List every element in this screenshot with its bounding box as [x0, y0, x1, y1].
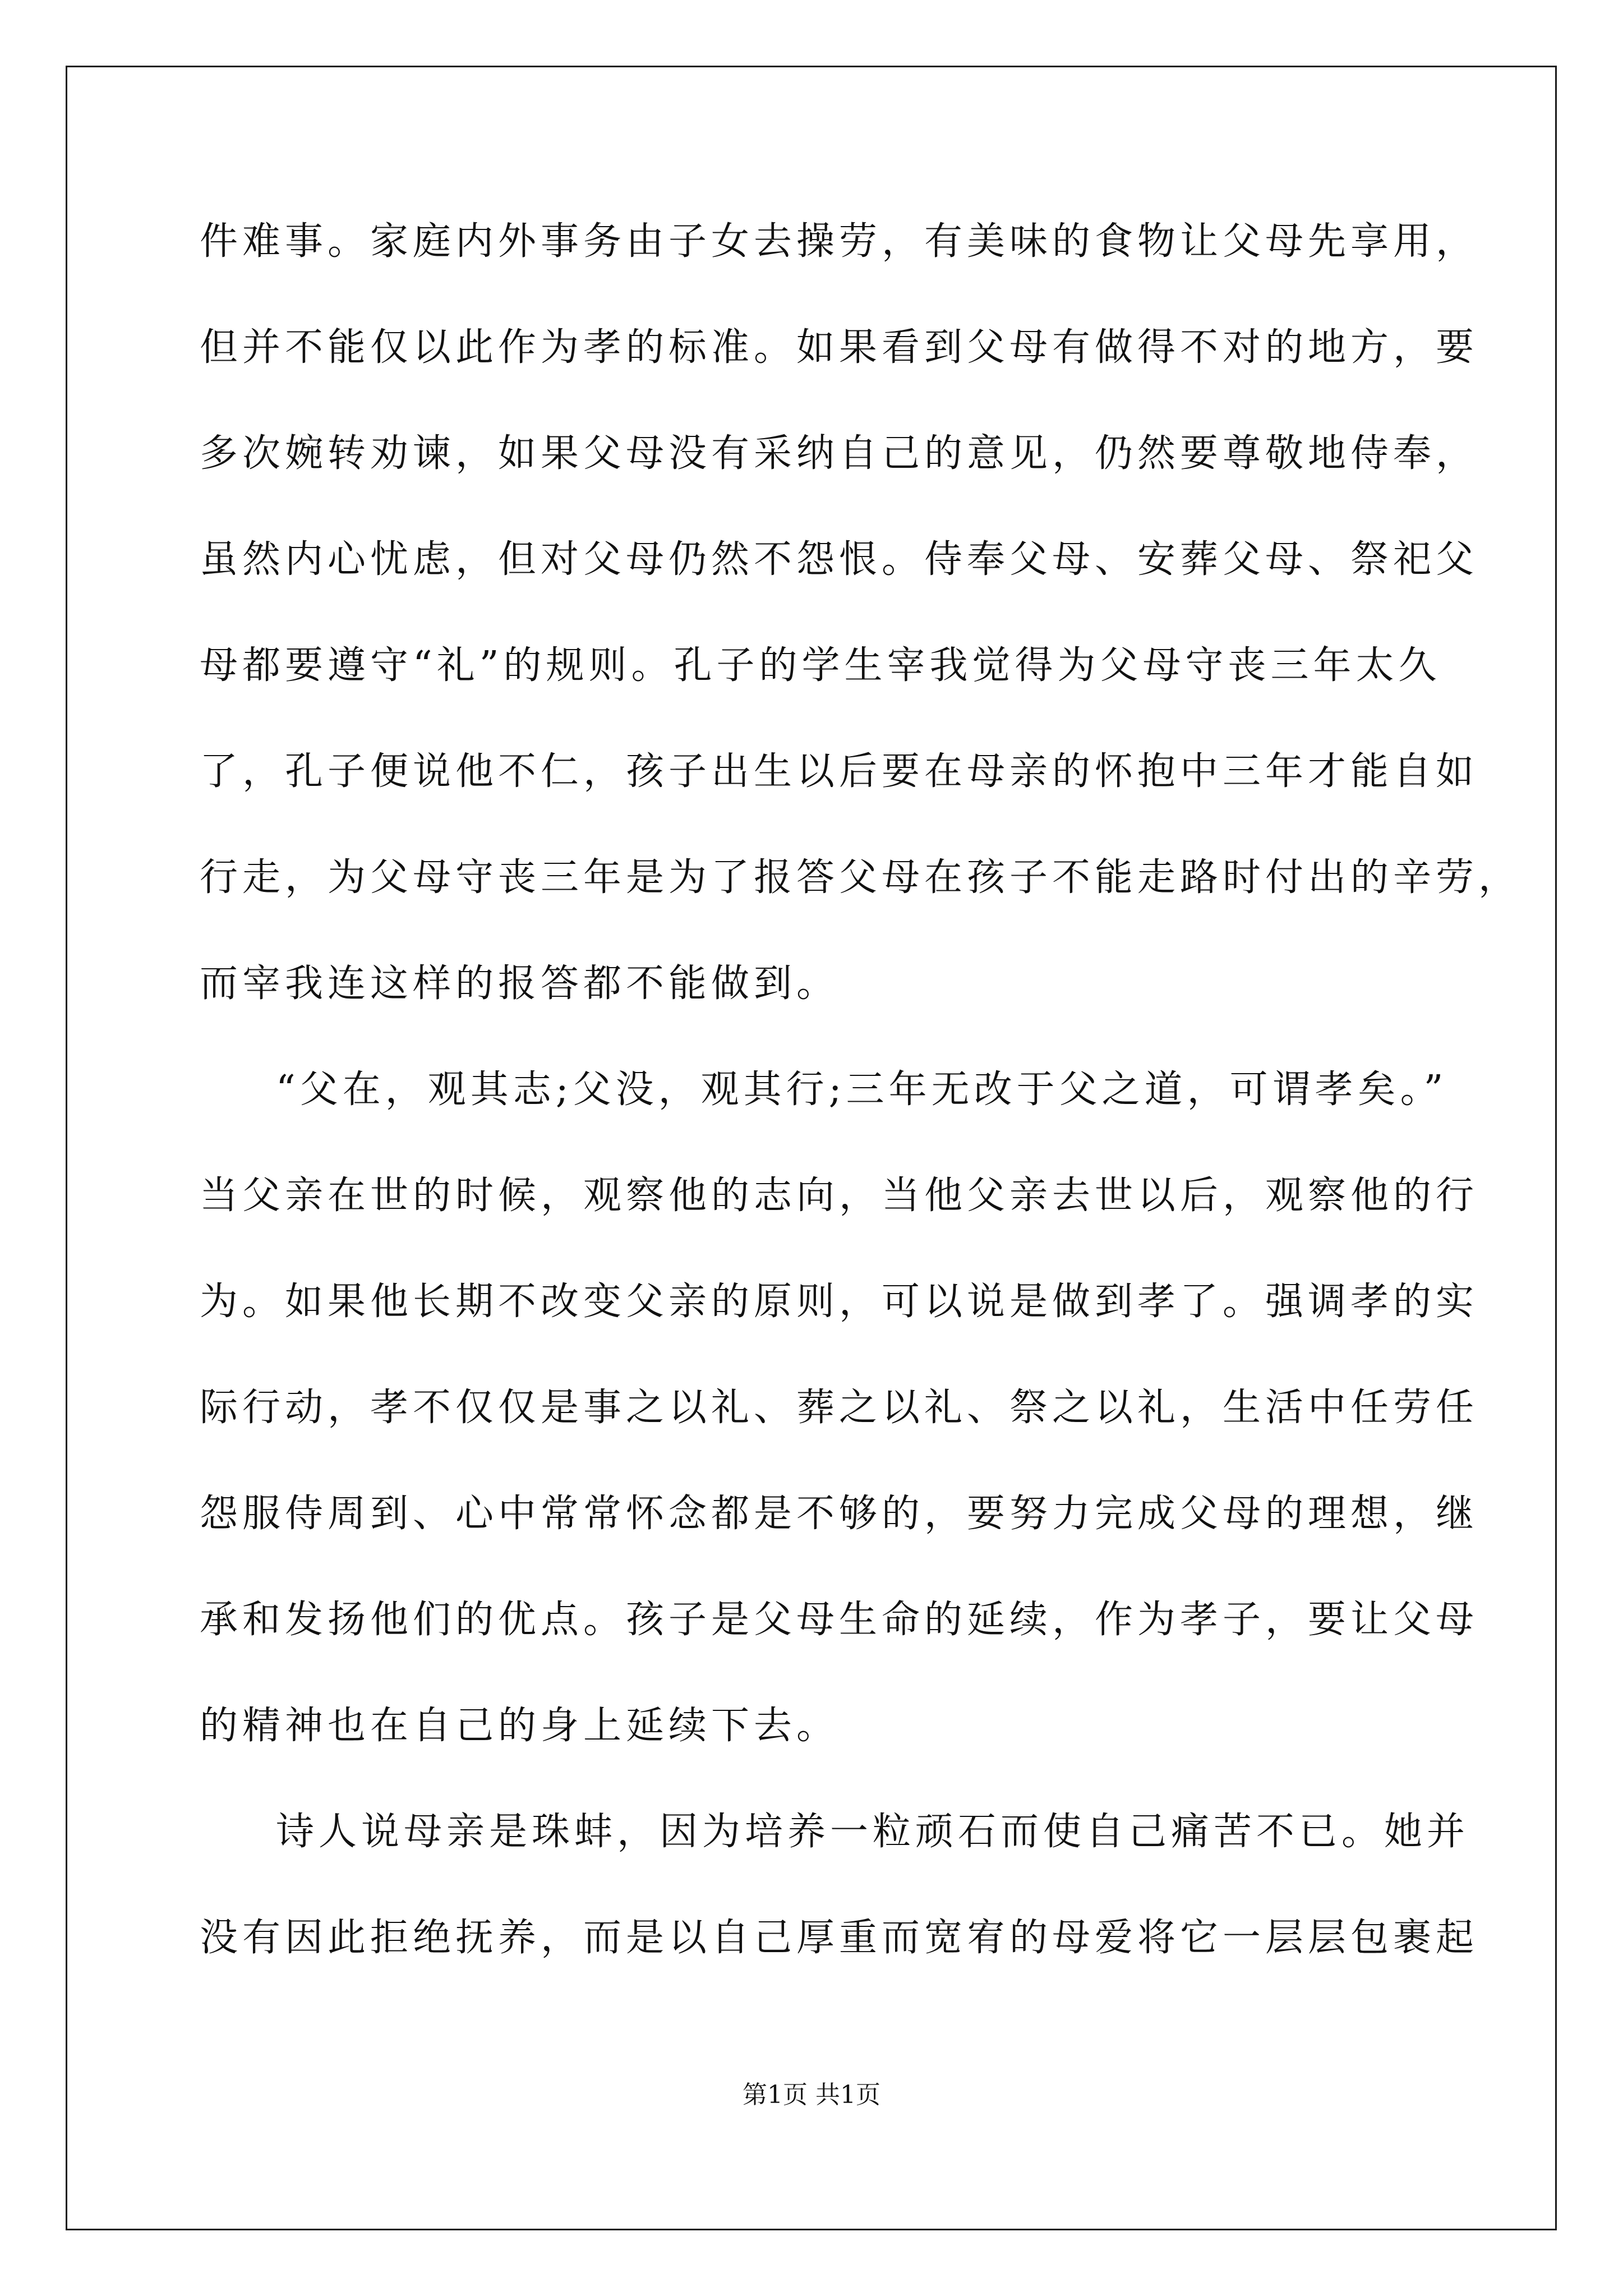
text-line: 虽然内心忧虑，但对父母仍然不怨恨。侍奉父母、安葬父母、祭祀父: [200, 537, 1479, 582]
document-body: [200, 209, 1521, 2011]
text-line: 际行动，孝不仅仅是事之以礼、葬之以礼、祭之以礼，生活中任劳任: [200, 1386, 1479, 1430]
text-line: 但并不能仅以此作为孝的标准。如果看到父母有做得不对的地方，要: [200, 325, 1479, 370]
text-line: 母都要遵守“礼”的规则。孔子的学生宰我觉得为父母守丧三年太久: [200, 643, 1441, 688]
text-line: 当父亲在世的时候，观察他的志向，当他父亲去世以后，观察他的行: [200, 1174, 1479, 1218]
text-line: 诗人说母亲是珠蚌，因为培养一粒顽石而使自己痛苦不已。她并: [276, 1810, 1470, 1854]
text-line: 了，孔子便说他不仁，孩子出生以后要在母亲的怀抱中三年才能自如: [200, 749, 1479, 794]
text-line: 为。如果他长期不改变父亲的原则，可以说是做到孝了。强调孝的实: [200, 1280, 1479, 1324]
text-line: 的精神也在自己的身上延续下去。: [200, 1704, 840, 1748]
text-line: 没有因此拒绝抚养，而是以自己厚重而宽宥的母爱将它一层层包裹起: [200, 1916, 1479, 1960]
text-line: 承和发扬他们的优点。孩子是父母生命的延续，作为孝子，要让父母: [200, 1598, 1479, 1642]
text-line: “父在，观其志;父没，观其行;三年无改于父之道，可谓孝矣。”: [276, 1068, 1448, 1112]
text-line: 而宰我连这样的报答都不能做到。: [200, 961, 840, 1006]
page-number-footer: 第1页 共1页: [743, 2081, 880, 2109]
text-line: 怨服侍周到、心中常常怀念都是不够的，要努力完成父母的理想，继: [200, 1492, 1479, 1536]
text-line: 行走，为父母守丧三年是为了报答父母在孩子不能走路时付出的辛劳，: [200, 855, 1521, 900]
text-line: 件难事。家庭内外事务由子女去操劳，有美味的食物让父母先享用，: [200, 219, 1479, 264]
text-line: 多次婉转劝谏，如果父母没有采纳自己的意见，仍然要尊敬地侍奉，: [200, 431, 1479, 476]
